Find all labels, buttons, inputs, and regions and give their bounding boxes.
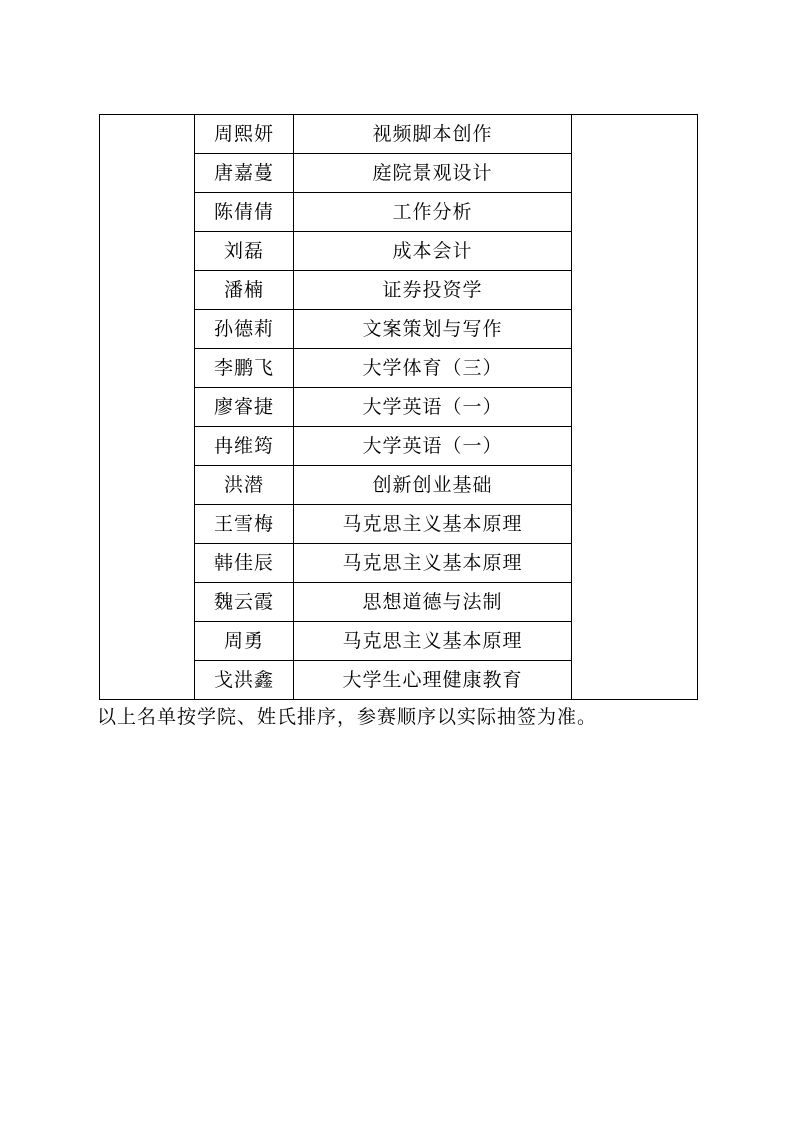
course-cell: 思想道德与法制 [294,583,572,622]
participant-name-cell: 魏云霞 [195,583,294,622]
course-cell: 大学生心理健康教育 [294,661,572,700]
participant-name-cell: 孙德莉 [195,310,294,349]
footnote: 以上名单按学院、姓氏排序，参赛顺序以实际抽签为准。 [97,706,598,728]
participant-table [99,114,698,700]
course-cell: 马克思主义基本原理 [294,505,572,544]
course-cell: 庭院景观设计 [294,154,572,193]
participant-name-cell: 陈倩倩 [195,193,294,232]
course-cell: 大学体育（三） [294,349,572,388]
participant-name-cell: 戈洪鑫 [195,661,294,700]
table-row [100,115,698,154]
participant-name-cell: 潘楠 [195,271,294,310]
course-cell: 马克思主义基本原理 [294,544,572,583]
participant-name-cell: 冉维筠 [195,427,294,466]
course-cell: 工作分析 [294,193,572,232]
participant-name-cell: 唐嘉蔓 [195,154,294,193]
participant-name-cell: 周熙妍 [195,115,294,154]
participant-name-cell: 周勇 [195,622,294,661]
college-cell [100,115,195,700]
participant-name-cell: 廖睿捷 [195,388,294,427]
course-cell: 成本会计 [294,232,572,271]
participant-name-cell: 刘磊 [195,232,294,271]
note-cell [572,115,698,700]
course-cell: 证券投资学 [294,271,572,310]
participant-table-body [100,115,698,700]
participant-name-cell: 韩佳辰 [195,544,294,583]
course-cell: 文案策划与写作 [294,310,572,349]
course-cell: 视频脚本创作 [294,115,572,154]
course-cell: 大学英语（一） [294,427,572,466]
participant-name-cell: 王雪梅 [195,505,294,544]
course-cell: 创新创业基础 [294,466,572,505]
participant-name-cell: 李鹏飞 [195,349,294,388]
participant-name-cell: 洪潜 [195,466,294,505]
course-cell: 马克思主义基本原理 [294,622,572,661]
course-cell: 大学英语（一） [294,388,572,427]
